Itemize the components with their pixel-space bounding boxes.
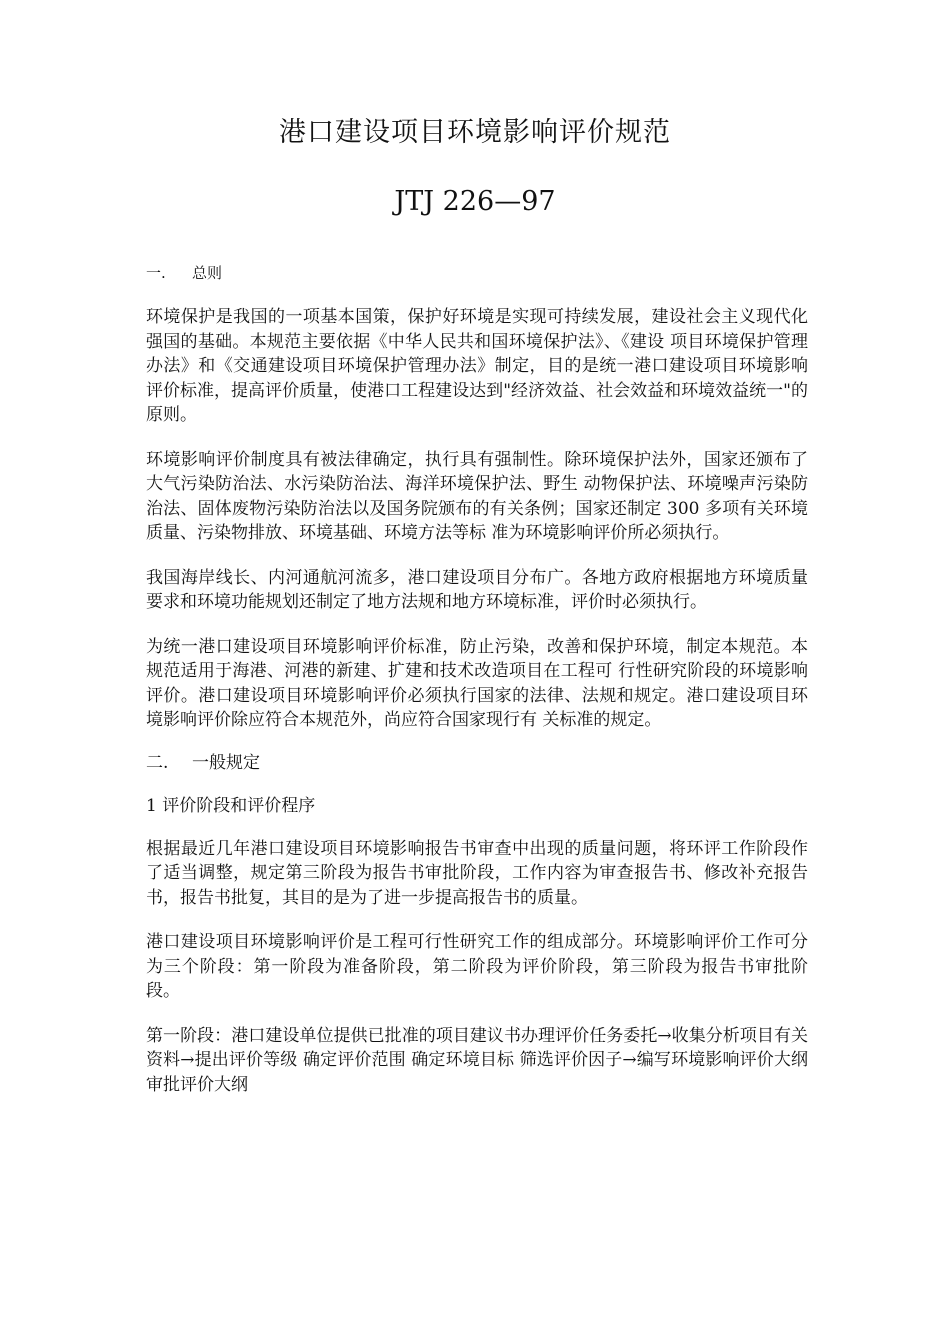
- paragraph: 第一阶段：港口建设单位提供已批准的项目建议书办理评价任务委托→收集分析项目有关资料→提出评价等级 确定评价范围 确定环境目标 筛选评价因子→编写环境影响评价大纲审批评价大纲: [146, 1025, 808, 1095]
- paragraph: 港口建设项目环境影响评价是工程可行性研究工作的组成部分。环境影响评价工作可分为三个阶段：第一阶段为准备阶段，第二阶段为评价阶段，第三阶段为报告书审批阶段。: [146, 932, 808, 1001]
- section-label: 一般规定: [192, 752, 260, 773]
- section-number: 二.: [146, 752, 169, 773]
- section-label: 总则: [192, 264, 223, 282]
- section-number: 一.: [146, 264, 166, 282]
- paragraph: 环境影响评价制度具有被法律确定，执行具有强制性。除环境保护法外，国家还颁布了大气污染防治法、水污染防治法、海洋环境保护法、野生 动物保护法、环境噪声污染防治法、固体废物污染防治法以及国务院颁布的有关条例；国家还制定 300 多项有关环境质量、污染物排放、环境基础、环境方法等标 准为环境影响评价所必须执行。: [146, 449, 808, 543]
- section-heading-general: [146, 263, 808, 283]
- document-body: [146, 263, 808, 1117]
- subsection-heading: 1 评价阶段和评价程序: [146, 795, 316, 816]
- section-heading-general-rules: [146, 753, 808, 773]
- paragraph: 根据最近几年港口建设项目环境影响报告书审查中出现的质量问题，将环评工作阶段作了适当调整，规定第三阶段为报告书审批阶段，工作内容为审查报告书、修改补充报告书，报告书批复，其目的是为了进一步提高报告书的质量。: [146, 838, 808, 908]
- paragraph: 为统一港口建设项目环境影响评价标准，防止污染，改善和保护环境，制定本规范。本规范适用于海港、河港的新建、扩建和技术改造项目在工程可 行性研究阶段的环境影响评价。港口建设项目环境影响评价必须执行国家的法律、法规和规定。港口建设项目环境影响评价除应符合本规范外，尚应符合国家现行有 关标准的规定。: [146, 636, 808, 730]
- paragraph: 我国海岸线长、内河通航河流多，港口建设项目分布广。各地方政府根据地方环境质量要求和环境功能规划还制定了地方法规和地方环境标准，评价时必须执行。: [146, 567, 808, 612]
- document-title: 港口建设项目环境影响评价规范: [279, 117, 671, 148]
- standard-code: JTJ 226—97: [394, 186, 556, 217]
- paragraph: 环境保护是我国的一项基本国策，保护好环境是实现可持续发展，建设社会主义现代化强国的基础。本规范主要依据《中华人民共和国环境保护法》、《建设 项目环境保护管理办法》和《交通建设项目环境保护管理办法》制定，目的是统一港口建设项目环境影响评价标准，提高评价质量，使港口工程建设达到"经济效益、社会效益和环境效益统一"的原则。: [146, 307, 808, 425]
